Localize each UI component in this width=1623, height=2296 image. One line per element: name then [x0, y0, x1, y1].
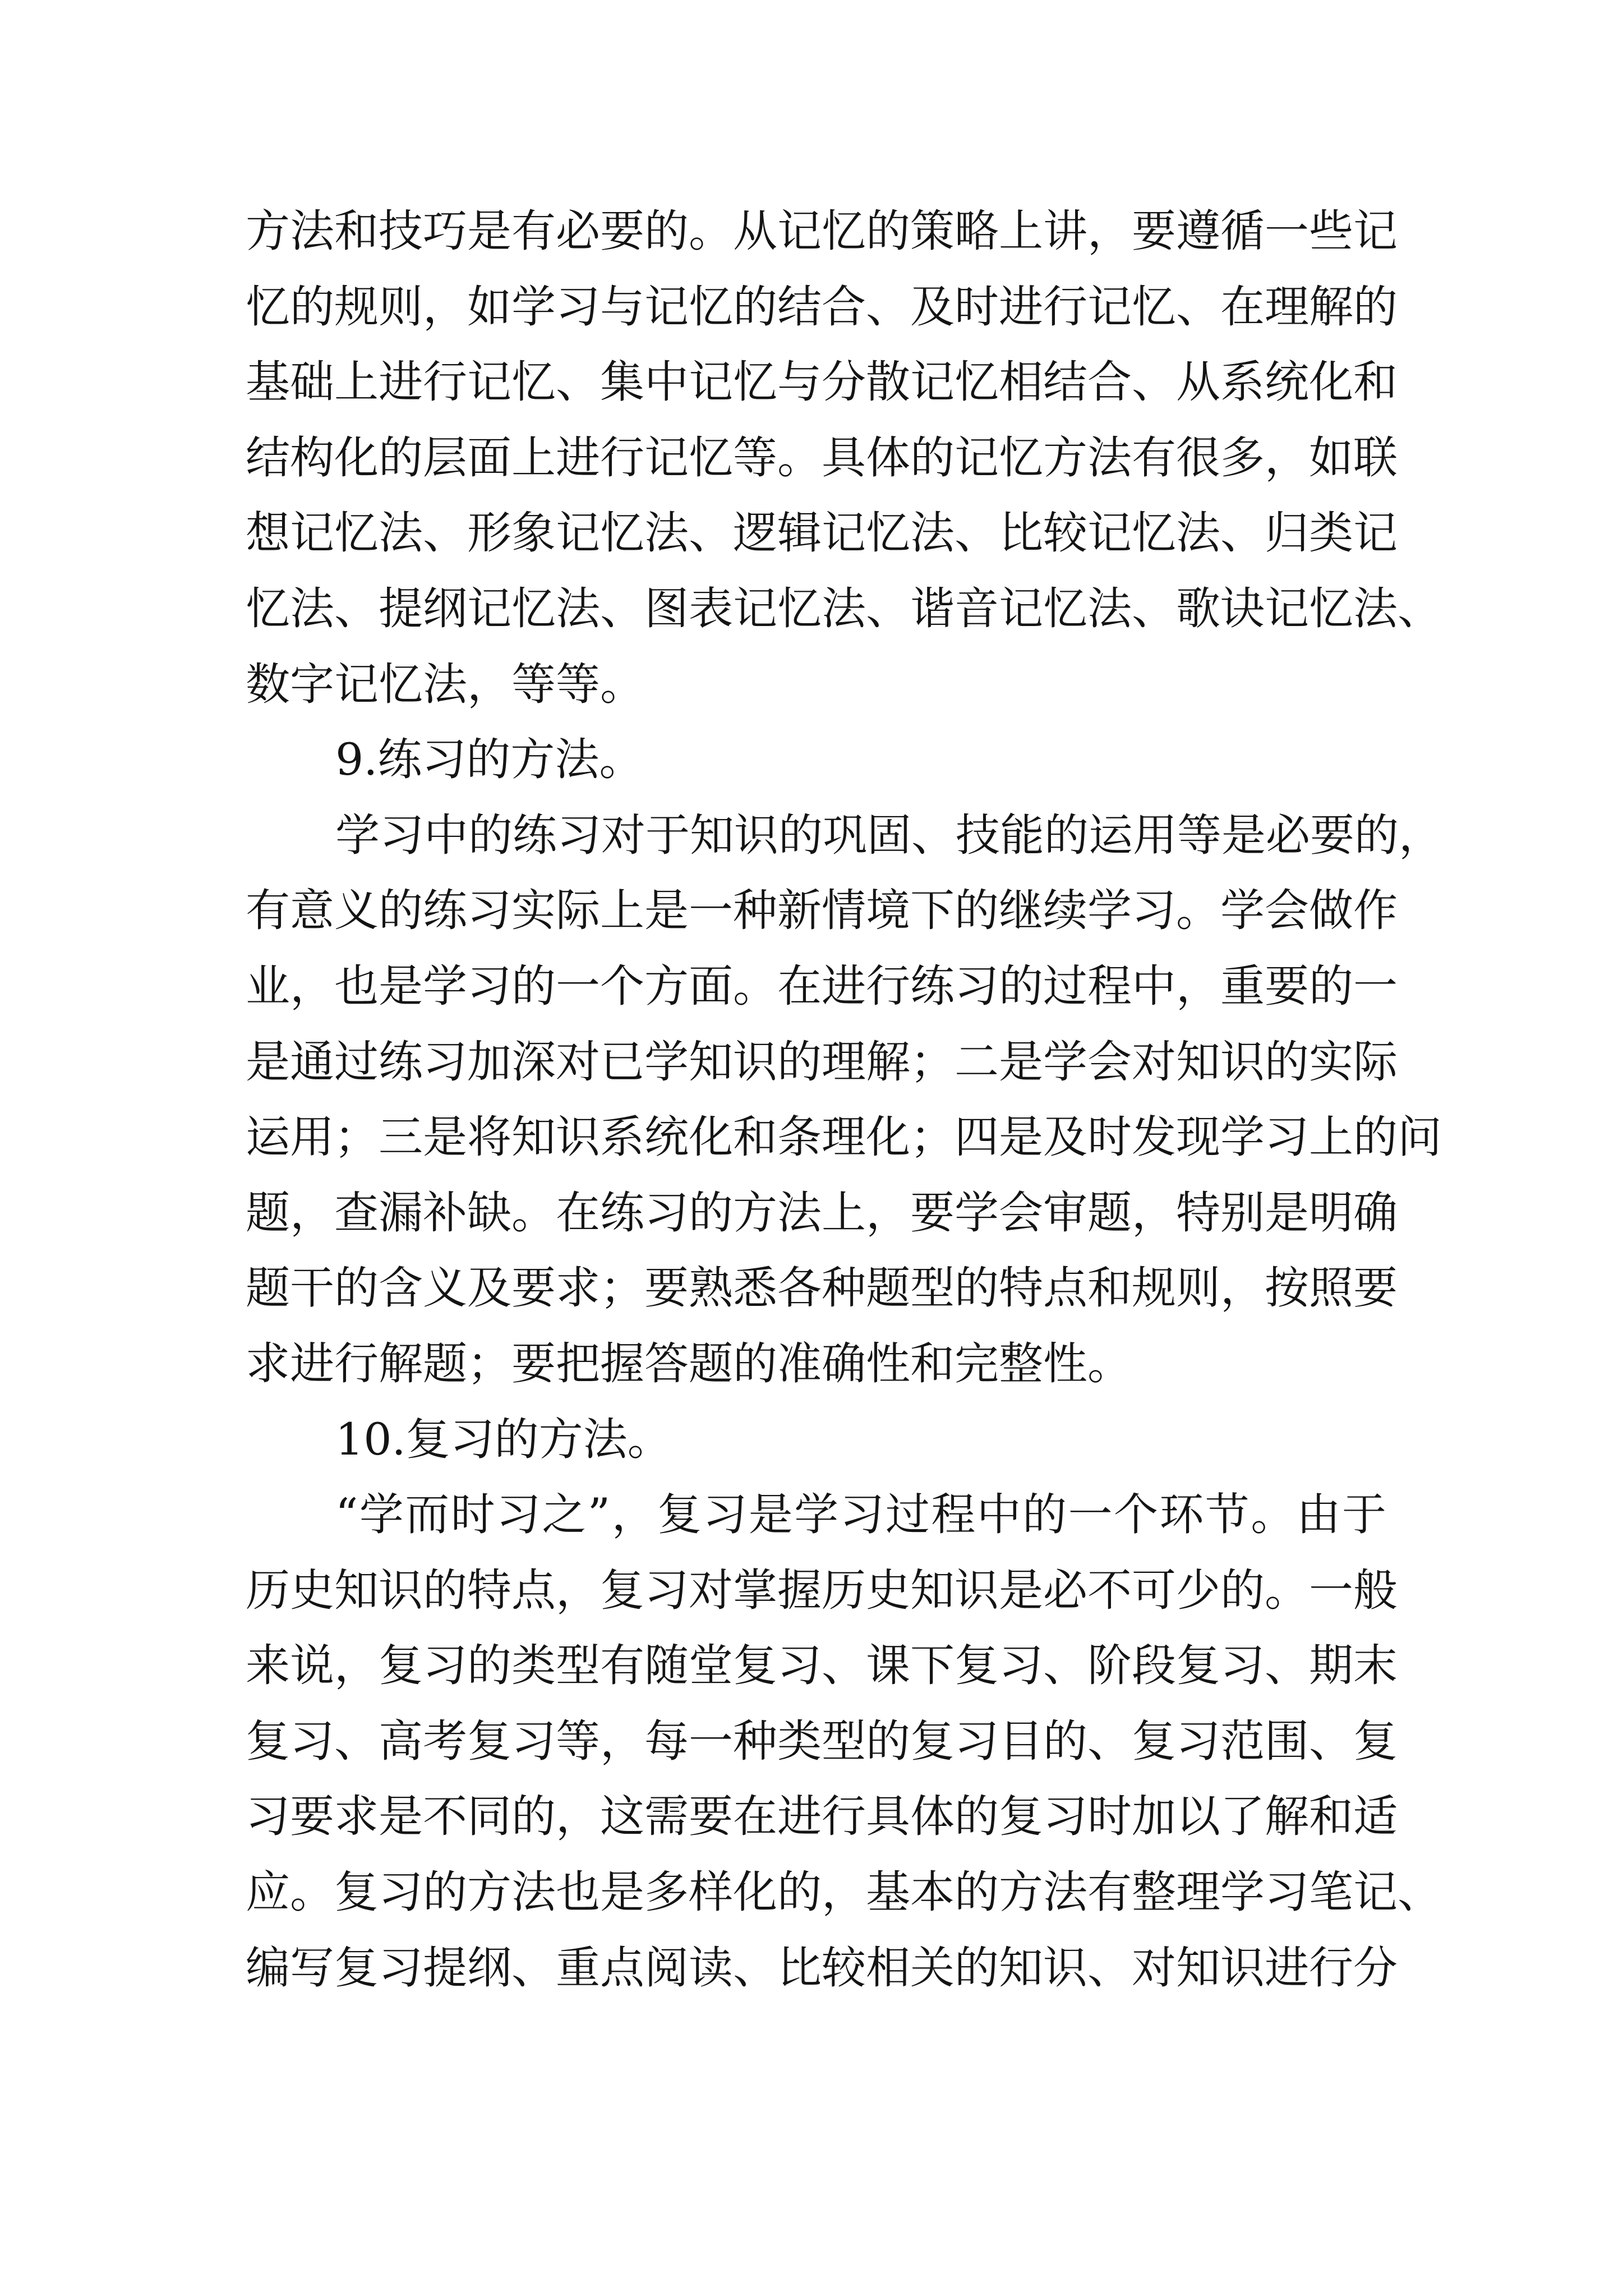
text-line: 是通过练习加深对已学知识的理解；二是学会对知识的实际	[246, 1036, 1398, 1088]
text-line: 基础上进行记忆、集中记忆与分散记忆相结合、从系统化和	[246, 356, 1398, 408]
body-text	[246, 194, 1443, 2005]
text-line: 编写复习提纲、重点阅读、比较相关的知识、对知识进行分	[246, 1941, 1398, 1994]
text-line: 应。复习的方法也是多样化的，基本的方法有整理学习笔记、	[246, 1866, 1442, 1918]
text-line: 有意义的练习实际上是一种新情境下的继续学习。学会做作	[246, 885, 1398, 937]
text-line: 结构化的层面上进行记忆等。具体的记忆方法有很多，如联	[246, 431, 1398, 484]
text-line: 想记忆法、形象记忆法、逻辑记忆法、比较记忆法、归类记	[246, 507, 1398, 559]
text-line: 业，也是学习的一个方面。在进行练习的过程中，重要的一	[246, 960, 1398, 1012]
text-line: 历史知识的特点，复习对掌握历史知识是必不可少的。一般	[246, 1564, 1398, 1616]
text-line: 题干的含义及要求；要熟悉各种题型的特点和规则，按照要	[246, 1262, 1398, 1314]
text-line: 忆的规则，如学习与记忆的结合、及时进行记忆、在理解的	[246, 280, 1398, 333]
text-line: 来说，复习的类型有随堂复习、课下复习、阶段复习、期末	[246, 1640, 1398, 1692]
text-line: 数字记忆法，等等。	[246, 658, 644, 710]
section-heading-9: 9.练习的方法。	[335, 734, 644, 786]
text-line: 习要求是不同的，这需要在进行具体的复习时加以了解和适	[246, 1791, 1398, 1843]
paragraph-first-line: “学而时习之”，复习是学习过程中的一个环节。由于	[335, 1489, 1386, 1541]
text-line: 运用；三是将知识系统化和条理化；四是及时发现学习上的问	[246, 1111, 1442, 1163]
text-line: 忆法、提纲记忆法、图表记忆法、谐音记忆法、歌诀记忆法、	[246, 582, 1442, 634]
text-line: 题，查漏补缺。在练习的方法上，要学会审题，特别是明确	[246, 1186, 1398, 1239]
paragraph-first-line: 学习中的练习对于知识的巩固、技能的运用等是必要的，	[335, 809, 1443, 861]
text-line: 求进行解题；要把握答题的准确性和完整性。	[246, 1337, 1132, 1389]
section-heading-10: 10.复习的方法。	[335, 1413, 672, 1465]
text-line: 复习、高考复习等，每一种类型的复习目的、复习范围、复	[246, 1715, 1398, 1767]
text-line: 方法和技巧是有必要的。从记忆的策略上讲，要遵循一些记	[246, 205, 1398, 257]
